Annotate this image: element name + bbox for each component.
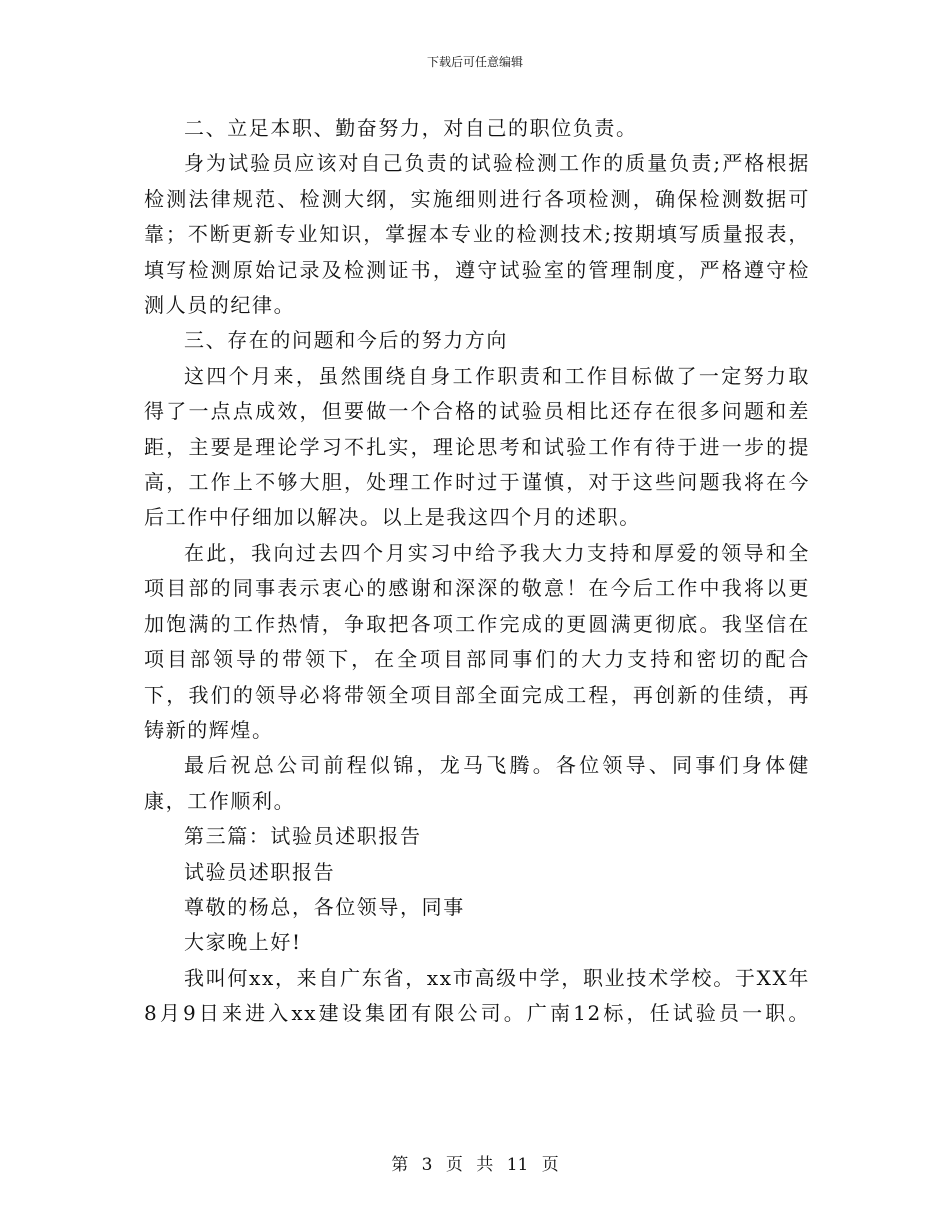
- header-note: 下载后可任意编辑: [426, 55, 523, 69]
- paragraph-problems: 这四个月来，虽然围绕自身工作职责和工作目标做了一定努力取得了一点点成效，但要做一个合格的试验员相比还存在很多问题和差距，主要是理论学习不扎实，理论思考和试验工作有待于进一步的提高，工作上不够大胆，处理工作时过于谨慎，对于这些问题我将在今后工作中仔细加以解决。以上是我这四个月的述职。: [144, 363, 810, 530]
- document-body: [144, 111, 810, 1032]
- section-heading-2: 二、立足本职、勤奋努力，对自己的职位负责。: [184, 116, 638, 140]
- report-title: 试验员述职报告: [184, 859, 336, 884]
- paragraph-introduction: 我叫何xx，来自广东省，xx市高级中学，职业技术学校。于XX年8月9日来进入xx建设集团有限公司。广南12标，任试验员一职。: [144, 965, 810, 1026]
- salutation: 尊敬的杨总，各位领导，同事: [184, 894, 465, 919]
- page-number: 第 3 页 共 11 页: [391, 1155, 559, 1175]
- paragraph-wishes: 最后祝总公司前程似锦，龙马飞腾。各位领导、同事们身体健康，工作顺利。: [144, 753, 810, 813]
- paragraph-thanks: 在此，我向过去四个月实习中给予我大力支持和厚爱的领导和全项目部的同事表示衷心的感谢和深深的敬意！在今后工作中我将以更加饱满的工作热情，争取把各项工作完成的更圆满更彻底。我坚信在项目部领导的带领下，在全项目部同事们的大力支持和密切的配合下，我们的领导必将带领全项目部全面完成工程，再创新的佳绩，再铸新的辉煌。: [144, 540, 810, 742]
- section-heading-3: 三、存在的问题和今后的努力方向: [184, 328, 508, 353]
- paragraph-duties: 身为试验员应该对自己负责的试验检测工作的质量负责;严格根据检测法律规范、检测大纲，实施细则进行各项检测，确保检测数据可靠；不断更新专业知识，掌握本专业的检测技术;按期填写质量报表，填写检测原始记录及检测证书，遵守试验室的管理制度，严格遵守检测人员的纪律。: [144, 151, 810, 318]
- greeting: 大家晚上好!: [184, 930, 302, 955]
- article-heading: 第三篇：试验员述职报告: [184, 824, 422, 849]
